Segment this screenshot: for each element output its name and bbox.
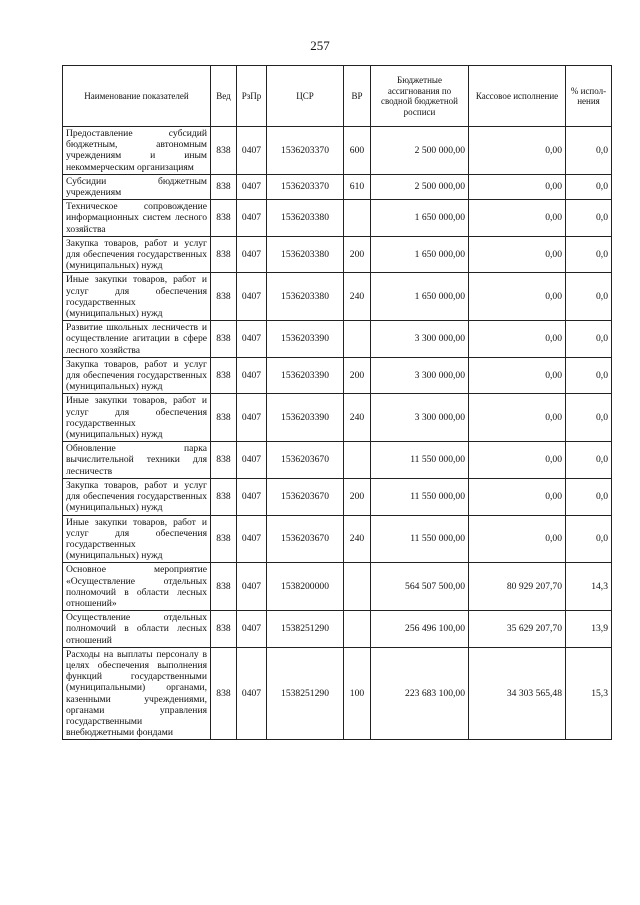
- table-row: [63, 563, 612, 611]
- row-percent: 0,0: [566, 321, 612, 358]
- row-vr: 240: [344, 515, 371, 563]
- row-assignments: 11 550 000,00: [371, 515, 469, 563]
- row-assignments: 3 300 000,00: [371, 357, 469, 394]
- table-row: [63, 611, 612, 648]
- row-csr: 1536203380: [267, 273, 344, 321]
- row-name: Иные закупки товаров, работ и услуг для обеспечения государственных (муниципальных) нужд: [63, 515, 211, 563]
- row-csr: 1536203670: [267, 442, 344, 479]
- row-assignments: 1 650 000,00: [371, 236, 469, 273]
- row-ved: 838: [211, 647, 237, 740]
- row-name: Предоставление субсидий бюджетным, автономным учреждениям и иным некоммерческим организациям: [63, 127, 211, 175]
- row-vr: [344, 200, 371, 237]
- row-assignments: 3 300 000,00: [371, 321, 469, 358]
- row-vr: 200: [344, 357, 371, 394]
- row-ved: 838: [211, 273, 237, 321]
- table-row: [63, 236, 612, 273]
- row-csr: 1536203670: [267, 478, 344, 515]
- row-cash-execution: 0,00: [469, 394, 566, 442]
- row-rzpr: 0407: [237, 200, 267, 237]
- row-vr: 200: [344, 478, 371, 515]
- row-rzpr: 0407: [237, 127, 267, 175]
- header-ved: Вед: [211, 66, 237, 127]
- row-rzpr: 0407: [237, 442, 267, 479]
- row-vr: 240: [344, 394, 371, 442]
- table-row: [63, 357, 612, 394]
- row-cash-execution: 0,00: [469, 236, 566, 273]
- row-rzpr: 0407: [237, 273, 267, 321]
- row-ved: 838: [211, 200, 237, 237]
- row-rzpr: 0407: [237, 321, 267, 358]
- row-cash-execution: 0,00: [469, 442, 566, 479]
- row-cash-execution: 80 929 207,70: [469, 563, 566, 611]
- row-cash-execution: 34 303 565,48: [469, 647, 566, 740]
- row-assignments: 223 683 100,00: [371, 647, 469, 740]
- row-cash-execution: 0,00: [469, 478, 566, 515]
- table-row: [63, 442, 612, 479]
- row-percent: 0,0: [566, 273, 612, 321]
- row-csr: 1536203370: [267, 174, 344, 199]
- row-vr: [344, 321, 371, 358]
- row-vr: [344, 563, 371, 611]
- header-cash-execution: Кассовое исполнение: [469, 66, 566, 127]
- row-percent: 0,0: [566, 236, 612, 273]
- row-assignments: 1 650 000,00: [371, 200, 469, 237]
- row-cash-execution: 0,00: [469, 200, 566, 237]
- row-name: Расходы на выплаты персоналу в целях обеспечения выполнения функций государственными (муниципальными) органами, казенными учреждениями, органами управления государственными внебюджетными фондами: [63, 647, 211, 740]
- row-assignments: 3 300 000,00: [371, 394, 469, 442]
- row-ved: 838: [211, 321, 237, 358]
- header-rzpr: РзПр: [237, 66, 267, 127]
- row-csr: 1538251290: [267, 611, 344, 648]
- row-csr: 1538251290: [267, 647, 344, 740]
- table-row: [63, 394, 612, 442]
- row-csr: 1536203380: [267, 236, 344, 273]
- row-name: Субсидии бюджетным учреждениям: [63, 174, 211, 199]
- table-row: [63, 647, 612, 740]
- row-name: Иные закупки товаров, работ и услуг для обеспечения государственных (муниципальных) нужд: [63, 273, 211, 321]
- table-row: [63, 174, 612, 199]
- row-percent: 15,3: [566, 647, 612, 740]
- row-name: Осуществление отдельных полномочий в области лесных отношений: [63, 611, 211, 648]
- row-ved: 838: [211, 236, 237, 273]
- table-row: [63, 200, 612, 237]
- row-rzpr: 0407: [237, 611, 267, 648]
- row-percent: 0,0: [566, 442, 612, 479]
- row-assignments: 256 496 100,00: [371, 611, 469, 648]
- row-cash-execution: 0,00: [469, 515, 566, 563]
- row-rzpr: 0407: [237, 478, 267, 515]
- row-percent: 13,9: [566, 611, 612, 648]
- row-percent: 0,0: [566, 357, 612, 394]
- row-ved: 838: [211, 515, 237, 563]
- header-vr: ВР: [344, 66, 371, 127]
- row-vr: [344, 611, 371, 648]
- row-csr: 1536203370: [267, 127, 344, 175]
- row-ved: 838: [211, 611, 237, 648]
- row-rzpr: 0407: [237, 236, 267, 273]
- row-rzpr: 0407: [237, 647, 267, 740]
- row-ved: 838: [211, 127, 237, 175]
- header-name: Наименование показателей: [63, 66, 211, 127]
- row-rzpr: 0407: [237, 515, 267, 563]
- row-ved: 838: [211, 174, 237, 199]
- row-name: Развитие школьных лесничеств и осуществление агитации в сфере лесного хозяйства: [63, 321, 211, 358]
- header-percent: % испол-нения: [566, 66, 612, 127]
- budget-table: [62, 65, 612, 740]
- row-vr: 610: [344, 174, 371, 199]
- row-percent: 0,0: [566, 174, 612, 199]
- header-csr: ЦСР: [267, 66, 344, 127]
- row-percent: 0,0: [566, 127, 612, 175]
- row-cash-execution: 0,00: [469, 357, 566, 394]
- row-csr: 1536203390: [267, 321, 344, 358]
- row-name: Техническое сопровождение информационных систем лесного хозяйства: [63, 200, 211, 237]
- row-cash-execution: 0,00: [469, 174, 566, 199]
- row-ved: 838: [211, 442, 237, 479]
- row-ved: 838: [211, 394, 237, 442]
- row-csr: 1536203670: [267, 515, 344, 563]
- row-percent: 0,0: [566, 200, 612, 237]
- row-rzpr: 0407: [237, 174, 267, 199]
- row-cash-execution: 0,00: [469, 127, 566, 175]
- row-name: Обновление парка вычислительной техники для лесничеств: [63, 442, 211, 479]
- row-assignments: 1 650 000,00: [371, 273, 469, 321]
- row-percent: 0,0: [566, 478, 612, 515]
- row-csr: 1536203390: [267, 394, 344, 442]
- row-name: Закупка товаров, работ и услуг для обеспечения государственных (муниципальных) нужд: [63, 357, 211, 394]
- row-vr: 200: [344, 236, 371, 273]
- table-row: [63, 478, 612, 515]
- row-rzpr: 0407: [237, 394, 267, 442]
- row-csr: 1536203380: [267, 200, 344, 237]
- table-row: [63, 321, 612, 358]
- row-vr: 100: [344, 647, 371, 740]
- row-percent: 14,3: [566, 563, 612, 611]
- header-assignments: Бюджетные ассигнования по сводной бюджетной росписи: [371, 66, 469, 127]
- row-ved: 838: [211, 478, 237, 515]
- row-assignments: 11 550 000,00: [371, 478, 469, 515]
- table-row: [63, 515, 612, 563]
- row-csr: 1538200000: [267, 563, 344, 611]
- row-assignments: 11 550 000,00: [371, 442, 469, 479]
- row-csr: 1536203390: [267, 357, 344, 394]
- row-vr: 240: [344, 273, 371, 321]
- row-vr: [344, 442, 371, 479]
- row-percent: 0,0: [566, 515, 612, 563]
- page-number: 257: [310, 38, 330, 53]
- table-row: [63, 127, 612, 175]
- row-vr: 600: [344, 127, 371, 175]
- row-cash-execution: 0,00: [469, 273, 566, 321]
- row-assignments: 564 507 500,00: [371, 563, 469, 611]
- row-name: Основное мероприятие «Осуществление отдельных полномочий в области лесных отношений»: [63, 563, 211, 611]
- row-assignments: 2 500 000,00: [371, 127, 469, 175]
- table-header-row: [63, 66, 612, 127]
- table-row: [63, 273, 612, 321]
- row-rzpr: 0407: [237, 357, 267, 394]
- row-ved: 838: [211, 357, 237, 394]
- row-name: Закупка товаров, работ и услуг для обеспечения государственных (муниципальных) нужд: [63, 236, 211, 273]
- row-assignments: 2 500 000,00: [371, 174, 469, 199]
- row-ved: 838: [211, 563, 237, 611]
- row-percent: 0,0: [566, 394, 612, 442]
- row-name: Иные закупки товаров, работ и услуг для обеспечения государственных (муниципальных) нужд: [63, 394, 211, 442]
- row-cash-execution: 35 629 207,70: [469, 611, 566, 648]
- row-rzpr: 0407: [237, 563, 267, 611]
- row-name: Закупка товаров, работ и услуг для обеспечения государственных (муниципальных) нужд: [63, 478, 211, 515]
- row-cash-execution: 0,00: [469, 321, 566, 358]
